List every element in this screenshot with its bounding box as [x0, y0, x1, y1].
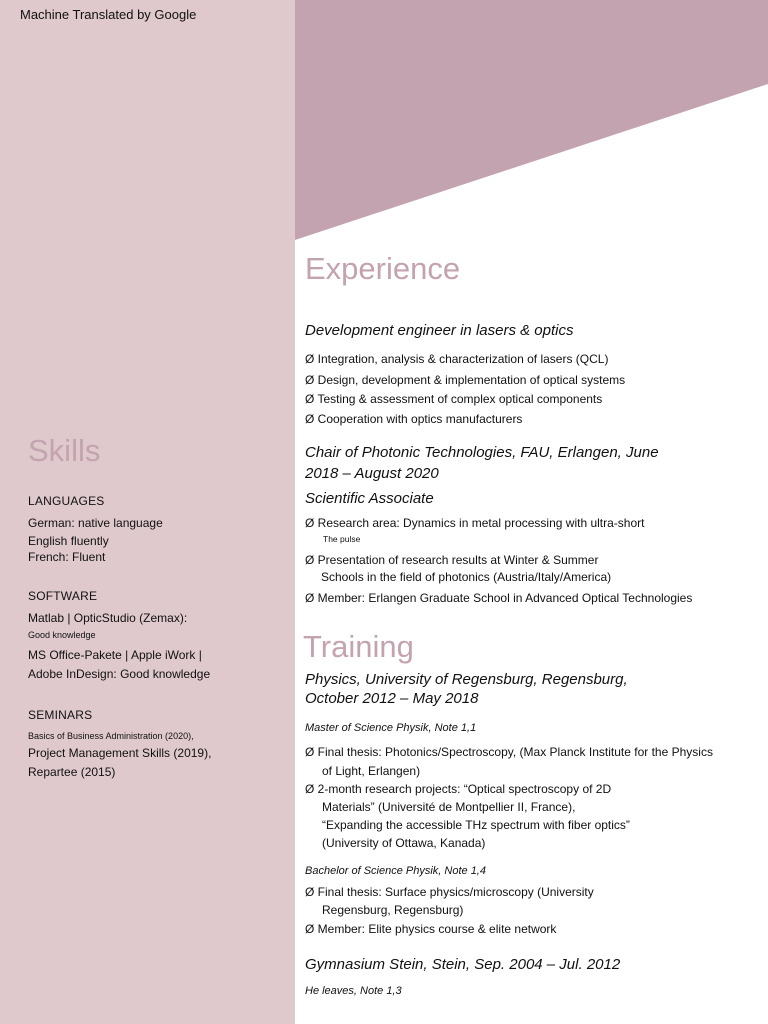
master-degree-label: Master of Science Physik, Note 1,1	[305, 722, 477, 734]
school-grade: He leaves, Note 1,3	[305, 985, 402, 997]
job2-dates: 2018 – August 2020	[305, 465, 439, 482]
job1-bullet: Ø Cooperation with optics manufacturers	[305, 412, 523, 426]
master-bullet-continuation: Materials” (Université de Montpellier II, France),	[322, 800, 576, 814]
left-sidebar-panel	[0, 0, 295, 1024]
header-banner-shape	[295, 0, 768, 240]
seminar-item-small: Basics of Business Administration (2020),	[28, 731, 194, 741]
software-item-note: Good knowledge	[28, 630, 96, 640]
seminar-item: Repartee (2015)	[28, 765, 116, 779]
machine-translation-note: Machine Translated by Google	[20, 7, 197, 22]
job1-role: Development engineer in lasers & optics	[305, 322, 574, 339]
job2-bullet: Ø Presentation of research results at Winter & Summer	[305, 553, 599, 567]
training-heading: Training	[303, 629, 414, 664]
bachelor-bullet-continuation: Regensburg, Regensburg)	[322, 903, 464, 917]
bachelor-degree-label: Bachelor of Science Physik, Note 1,4	[305, 865, 486, 877]
seminars-heading: SEMINARS	[28, 708, 93, 722]
bachelor-bullet: Ø Member: Elite physics course & elite network	[305, 922, 557, 936]
software-item: Matlab | OpticStudio (Zemax):	[28, 611, 188, 625]
job2-bullet: Ø Member: Erlangen Graduate School in Advanced Optical Technologies	[305, 591, 693, 605]
language-item: English fluently	[28, 534, 109, 548]
job2-role: Scientific Associate	[305, 490, 434, 507]
university-dates: October 2012 – May 2018	[305, 690, 479, 707]
banner-polygon	[295, 0, 768, 240]
seminar-item: Project Management Skills (2019),	[28, 746, 212, 760]
university-line: Physics, University of Regensburg, Regensburg,	[305, 671, 628, 688]
experience-heading: Experience	[305, 251, 461, 286]
master-bullet-continuation: “Expanding the accessible THz spectrum with fiber optics”	[322, 818, 630, 832]
software-item: Adobe InDesign: Good knowledge	[28, 667, 211, 681]
skills-heading: Skills	[28, 433, 101, 468]
language-item: German: native language	[28, 516, 163, 530]
bachelor-bullet: Ø Final thesis: Surface physics/microscopy (University	[305, 885, 594, 899]
job1-bullet: Ø Design, development & implementation of optical systems	[305, 373, 626, 387]
job2-bullet: Ø Research area: Dynamics in metal processing with ultra-short	[305, 516, 645, 530]
language-item: French: Fluent	[28, 550, 106, 564]
master-bullet-continuation: (University of Ottawa, Kanada)	[322, 836, 486, 850]
job2-organization: Chair of Photonic Technologies, FAU, Erlangen, June	[305, 444, 659, 461]
master-bullet-continuation: of Light, Erlangen)	[322, 764, 421, 778]
master-bullet: Ø Final thesis: Photonics/Spectroscopy, (Max Planck Institute for the Physics	[305, 745, 713, 759]
job2-bullet-continuation: Schools in the field of photonics (Austria/Italy/America)	[321, 570, 612, 584]
job1-bullet: Ø Integration, analysis & characterization of lasers (QCL)	[305, 352, 609, 366]
job2-bullet-continuation: The pulse	[323, 534, 361, 544]
software-heading: SOFTWARE	[28, 589, 98, 603]
job1-bullet: Ø Testing & assessment of complex optical components	[305, 392, 603, 406]
school-line: Gymnasium Stein, Stein, Sep. 2004 – Jul. 2012	[305, 956, 621, 973]
master-bullet: Ø 2-month research projects: “Optical spectroscopy of 2D	[305, 782, 612, 796]
software-item: MS Office-Pakete | Apple iWork |	[28, 648, 202, 662]
languages-heading: LANGUAGES	[28, 494, 105, 508]
